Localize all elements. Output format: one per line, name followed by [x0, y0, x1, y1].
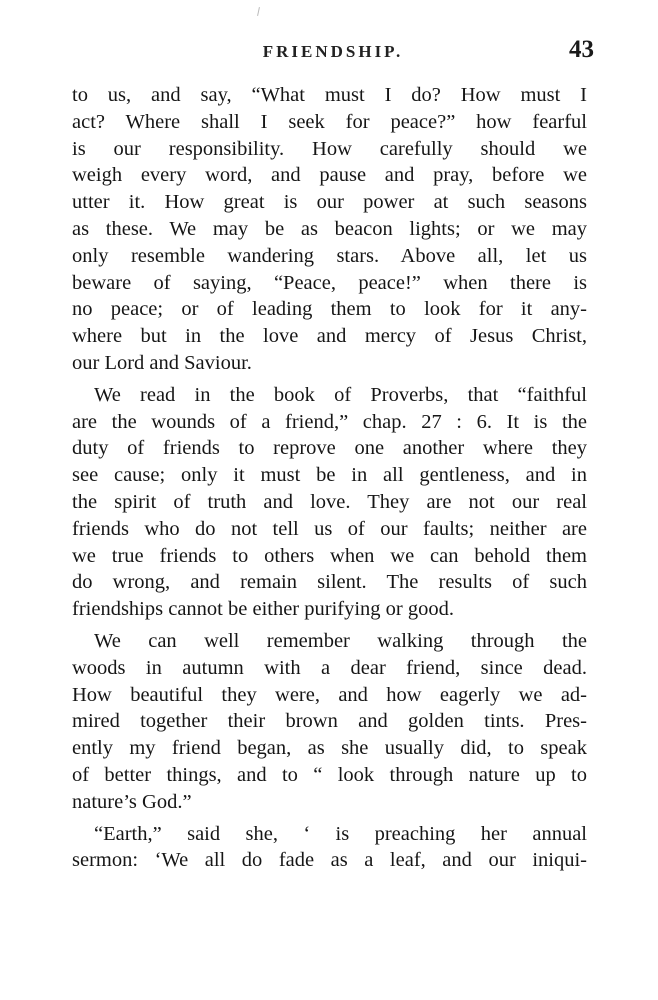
running-title: FRIENDSHIP. [262, 42, 404, 61]
text-line: beware of saying, “Peace, peace!” when there is [72, 271, 587, 294]
text-line: of better things, and to “ look through nature up to [72, 763, 587, 786]
text-line: “Earth,” said she, ‘ is preaching her annual [94, 822, 587, 845]
text-line: utter it. How great is our power at such seasons [72, 191, 587, 214]
text-line: duty of friends to reprove one another where they [72, 437, 587, 460]
text-line: only resemble wandering stars. Above all, let us [72, 244, 587, 267]
paragraph [72, 82, 587, 377]
paragraph [72, 382, 587, 623]
text-line: ently my friend began, as she usually did, to speak [72, 737, 587, 760]
text-line: as these. We may be as beacon lights; or we may [72, 217, 587, 240]
text-line: We can well remember walking through the [94, 629, 587, 652]
text-line: we true friends to others when we can behold them [72, 544, 587, 567]
text-line: do wrong, and remain silent. The results of such [72, 571, 587, 594]
text-line: How beautiful they were, and how eagerly we ad- [72, 683, 587, 706]
text-line: no peace; or of leading them to look for it any- [72, 298, 587, 321]
body-text [72, 82, 587, 874]
text-line: friends who do not tell us of our faults; neither are [72, 517, 587, 540]
running-head [72, 36, 594, 70]
text-line: where but in the love and mercy of Jesus Christ, [72, 325, 587, 348]
text-line: act? Where shall I seek for peace?” how fearful [72, 110, 587, 133]
text-line: is our responsibility. How carefully should we [72, 137, 587, 160]
paragraph [72, 821, 587, 875]
print-speck [257, 7, 260, 16]
text-line: sermon: ‘We all do fade as a leaf, and our iniqui- [72, 849, 587, 872]
text-line: the spirit of truth and love. They are not our real [72, 490, 587, 513]
page-number: 43 [569, 36, 594, 63]
text-line: We read in the book of Proverbs, that “faithful [94, 383, 587, 406]
text-line: nature’s God.” [72, 790, 192, 813]
text-line: woods in autumn with a dear friend, since dead. [72, 656, 587, 679]
text-line: to us, and say, “What must I do? How must I [72, 84, 587, 106]
text-line: our Lord and Saviour. [72, 351, 252, 374]
paragraph [72, 628, 587, 816]
text-line: mired together their brown and golden tints. Pres- [72, 710, 587, 733]
text-line: weigh every word, and pause and pray, before we [72, 164, 587, 187]
text-line: friendships cannot be either purifying or good. [72, 598, 455, 621]
text-line: see cause; only it must be in all gentleness, and in [72, 464, 587, 487]
text-line: are the wounds of a friend,” chap. 27 : 6. It is the [72, 410, 587, 433]
